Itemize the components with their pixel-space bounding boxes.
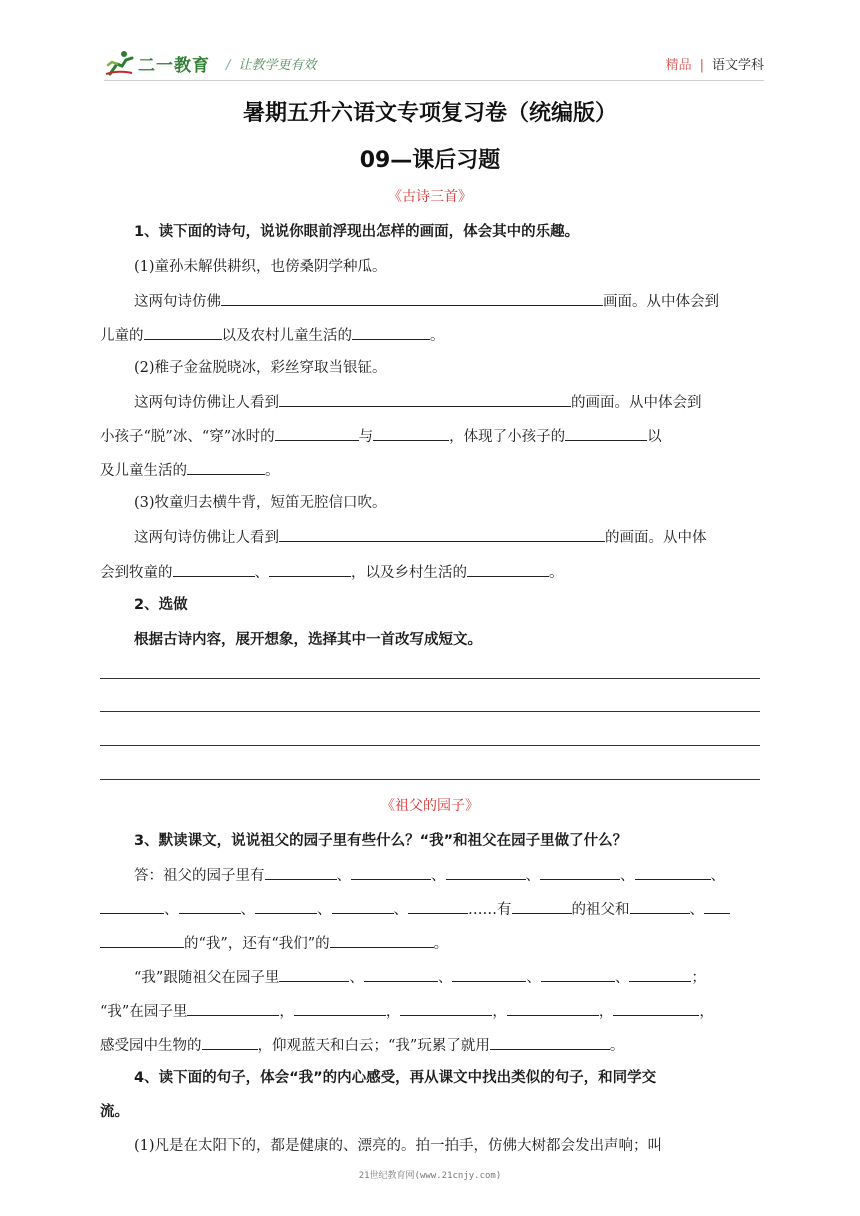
separator: 、 xyxy=(349,970,364,986)
answer-blank[interactable] xyxy=(373,425,449,441)
answer-blank[interactable] xyxy=(408,898,468,914)
answer-blank[interactable] xyxy=(467,561,549,577)
answer-blank[interactable] xyxy=(255,898,317,914)
answer-text: 感受园中生物的 xyxy=(100,1038,202,1054)
question-2-task: 根据古诗内容，展开想象，选择其中一首改写成短文。 xyxy=(134,632,482,648)
answer-text: 。 xyxy=(430,328,445,344)
answer-blank[interactable] xyxy=(635,864,711,880)
separator: 、 xyxy=(689,902,704,918)
page-header xyxy=(104,44,764,84)
section-heading-poems: 《古诗三首》 xyxy=(388,189,472,205)
separator: ， xyxy=(279,1004,294,1020)
answer-text: 的“我”，还有“我们”的 xyxy=(184,936,330,952)
answer-blank[interactable] xyxy=(279,526,605,542)
poem-line-2: (2)稚子金盆脱晓冰，彩丝穿取当银钲。 xyxy=(134,360,387,376)
answer-line xyxy=(100,898,760,920)
answer-blank[interactable] xyxy=(630,898,690,914)
separator: 、 xyxy=(526,970,541,986)
question-4-stem: 4、读下面的句子，体会“我”的内心感受，再从课文中找出类似的句子，和同学交 xyxy=(134,1070,657,1086)
answer-text: 儿童的 xyxy=(100,328,144,344)
answer-text: ，以及乡村生活的 xyxy=(351,565,467,581)
quality-badge: 精品 xyxy=(665,58,692,73)
answer-line xyxy=(100,1000,760,1022)
writing-line[interactable] xyxy=(100,745,760,746)
separator: ， xyxy=(598,1004,614,1020)
separator: 、 xyxy=(336,868,351,884)
answer-text: 这两句诗仿佛 xyxy=(134,294,221,310)
separator: 、 xyxy=(620,868,635,884)
question-3-stem: 3、默读课文，说说祖父的园子里有些什么？“我”和祖父在园子里做了什么？ xyxy=(134,833,628,849)
answer-text: 、 xyxy=(254,565,269,581)
answer-blank[interactable] xyxy=(100,898,164,914)
answer-blank[interactable] xyxy=(704,898,730,914)
answer-text: 以 xyxy=(647,429,662,445)
answer-blank[interactable] xyxy=(294,1000,386,1016)
answer-text: “我”跟随祖父在园子里 xyxy=(134,970,280,986)
answer-line xyxy=(100,324,760,346)
separator: 、 xyxy=(240,902,255,918)
separator: 、 xyxy=(431,868,446,884)
answer-line xyxy=(100,561,760,583)
answer-blank[interactable] xyxy=(446,864,526,880)
slogan xyxy=(226,54,316,73)
answer-blank[interactable] xyxy=(512,898,572,914)
answer-blank[interactable] xyxy=(332,898,394,914)
separator: ； xyxy=(691,970,706,986)
answer-text: 画面。从中体会到 xyxy=(603,294,719,310)
answer-blank[interactable] xyxy=(540,864,620,880)
answer-text: ……有 xyxy=(468,902,512,918)
answer-blank[interactable] xyxy=(490,1034,610,1050)
slogan-text: 让教学更有效 xyxy=(238,58,317,73)
page-subtitle: 09—课后习题 xyxy=(359,148,501,173)
page-title: 暑期五升六语文专项复习卷（统编版） xyxy=(242,101,617,126)
answer-blank[interactable] xyxy=(351,864,431,880)
answer-blank[interactable] xyxy=(565,425,647,441)
question-4-stem-cont: 流。 xyxy=(100,1104,129,1120)
header-right xyxy=(666,54,764,73)
separator: 、 xyxy=(164,902,179,918)
poem-line-3: (3)牧童归去横牛背，短笛无腔信口吹。 xyxy=(134,495,387,511)
answer-text: 的画面。从中体会到 xyxy=(571,395,702,411)
section-heading-garden: 《祖父的园子》 xyxy=(381,798,479,814)
answer-text: 小孩子“脱”冰、“穿”冰时的 xyxy=(100,429,275,445)
separator: 、 xyxy=(317,902,332,918)
separator: 、 xyxy=(710,868,725,884)
answer-text: 以及农村儿童生活的 xyxy=(221,328,352,344)
vertical-divider: | xyxy=(699,58,704,73)
question-2-stem: 2、选做 xyxy=(134,597,188,613)
answer-line xyxy=(100,1034,760,1056)
separator: 、 xyxy=(525,868,540,884)
answer-blank[interactable] xyxy=(269,561,351,577)
separator: ， xyxy=(385,1004,401,1020)
answer-text: ，体现了小孩子的 xyxy=(449,429,566,445)
answer-text: 及儿童生活的 xyxy=(100,463,187,479)
answer-line xyxy=(100,966,760,988)
answer-line xyxy=(100,864,760,886)
answer-blank[interactable] xyxy=(187,1000,279,1016)
answer-blank[interactable] xyxy=(352,324,430,340)
answer-blank[interactable] xyxy=(179,898,241,914)
answer-blank[interactable] xyxy=(541,966,615,982)
answer-blank[interactable] xyxy=(629,966,691,982)
answer-text: “我”在园子里 xyxy=(100,1004,188,1020)
answer-blank[interactable] xyxy=(187,459,265,475)
answer-text: 。 xyxy=(433,936,449,952)
logo-text: 二一教育 xyxy=(138,55,210,76)
answer-blank[interactable] xyxy=(279,966,349,982)
answer-blank[interactable] xyxy=(452,966,526,982)
answer-line xyxy=(100,425,760,447)
answer-blank[interactable] xyxy=(613,1000,699,1016)
answer-blank[interactable] xyxy=(100,932,184,948)
answer-line xyxy=(100,932,760,954)
subject-label: 语文学科 xyxy=(711,58,764,73)
answer-text: 。 xyxy=(609,1038,625,1054)
writing-line[interactable] xyxy=(100,779,760,780)
logo xyxy=(104,50,210,76)
question-4-sentence-1: (1)凡是在太阳下的，都是健康的、漂亮的。拍一拍手，仿佛大树都会发出声响；叫 xyxy=(134,1138,663,1154)
answer-line xyxy=(100,459,760,481)
answer-text: 。 xyxy=(265,463,280,479)
answer-text: 答：祖父的园子里有 xyxy=(134,868,265,884)
separator: ， xyxy=(492,1004,507,1020)
answer-text: 的祖父和 xyxy=(571,902,630,918)
answer-blank[interactable] xyxy=(275,425,359,441)
answer-blank[interactable] xyxy=(330,932,434,948)
answer-text: 。 xyxy=(549,565,564,581)
answer-text: 这两句诗仿佛让人看到 xyxy=(134,395,279,411)
header-rule xyxy=(104,80,764,81)
answer-blank[interactable] xyxy=(202,1034,258,1050)
poem-line-1: (1)童孙未解供耕织，也傍桑阴学种瓜。 xyxy=(134,259,387,275)
separator: 、 xyxy=(614,970,630,986)
answer-blank[interactable] xyxy=(400,1000,492,1016)
separator: ， xyxy=(699,1004,714,1020)
answer-text: ，仰观蓝天和白云；“我”玩累了就用 xyxy=(257,1038,490,1054)
answer-line xyxy=(100,391,760,413)
slash-divider: / xyxy=(226,58,231,73)
separator: 、 xyxy=(437,970,453,986)
separator: 、 xyxy=(393,902,408,918)
answer-blank[interactable] xyxy=(221,290,603,306)
runner-logo-icon xyxy=(104,50,134,76)
writing-line[interactable] xyxy=(100,711,760,712)
answer-text: 这两句诗仿佛让人看到 xyxy=(134,530,279,546)
question-1-stem: 1、读下面的诗句，说说你眼前浮现出怎样的画面，体会其中的乐趣。 xyxy=(134,224,580,240)
answer-blank[interactable] xyxy=(507,1000,599,1016)
answer-line xyxy=(100,526,760,548)
page-footer: 21世纪教育网(www.21cnjy.com) xyxy=(358,1171,502,1181)
answer-line xyxy=(100,290,760,312)
answer-blank[interactable] xyxy=(265,864,337,880)
answer-text: 与 xyxy=(358,429,374,445)
answer-blank[interactable] xyxy=(173,561,255,577)
answer-text: 的画面。从中体 xyxy=(605,530,707,546)
answer-blank[interactable] xyxy=(364,966,438,982)
writing-line[interactable] xyxy=(100,678,760,679)
answer-text: 会到牧童的 xyxy=(100,565,173,581)
answer-blank[interactable] xyxy=(279,391,571,407)
answer-blank[interactable] xyxy=(144,324,222,340)
